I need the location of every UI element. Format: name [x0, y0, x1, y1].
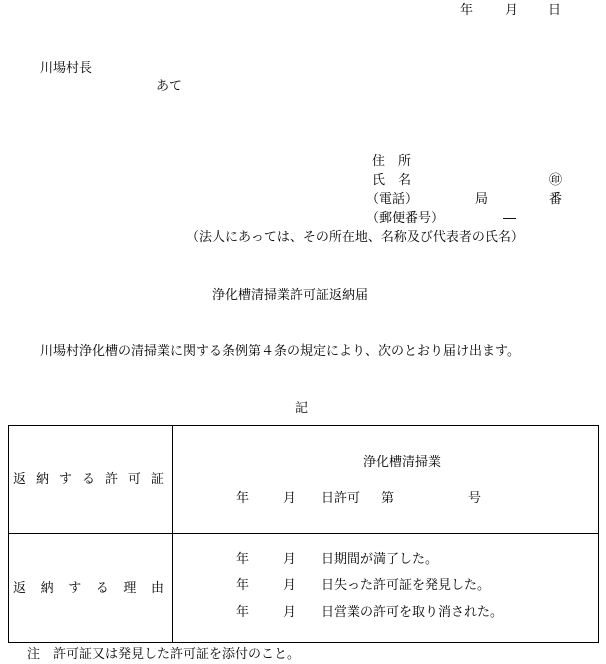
table-row-reason [9, 534, 599, 643]
reason1-month: 月 [283, 552, 297, 567]
reason-label-char: る [95, 580, 109, 596]
reason-label-char: 由 [150, 580, 164, 596]
postal-dash: ― [503, 211, 516, 226]
reason-label-char: す [68, 580, 82, 596]
phone-label: （電話） [366, 192, 419, 207]
form-title: 浄化槽清掃業許可証返納届 [212, 288, 369, 303]
addressee-honorific: あて [156, 79, 183, 94]
permit-go: 号 [468, 491, 482, 506]
date-day: 日 [548, 3, 562, 18]
permit-dai: 第 [381, 491, 395, 506]
reason2-year: 年 [236, 578, 250, 593]
table-row-permit [9, 426, 599, 534]
reason3-month: 月 [283, 605, 297, 620]
permit-label-char: 許 [104, 472, 118, 487]
name-label: 氏 名 [372, 173, 412, 188]
reason1-text: 日期間が満了した。 [321, 552, 439, 567]
permit-month: 月 [283, 491, 297, 506]
address-label: 住 所 [372, 154, 412, 169]
permit-business: 浄化槽清掃業 [363, 455, 442, 470]
permit-day: 日許可 [321, 491, 361, 506]
reason2-month: 月 [283, 578, 297, 593]
postal-label: （郵便番号） [366, 211, 445, 226]
date-line [0, 4, 606, 18]
permit-label-char: る [81, 472, 95, 487]
reason-label [13, 582, 164, 595]
reason-label-char: 納 [40, 580, 54, 596]
permit-value-cell [173, 426, 599, 534]
permit-label-char: 可 [127, 472, 141, 487]
phone-number: 番 [549, 192, 563, 207]
body-text: 川場村浄化槽の清掃業に関する条例第４条の規定により、次のとおり届け出ます。 [40, 344, 520, 359]
permit-label-char: 納 [35, 472, 49, 487]
ki-mark: 記 [295, 401, 309, 416]
permit-label-char: す [58, 472, 72, 487]
permit-label [13, 473, 164, 486]
permit-label-cell [9, 426, 173, 534]
reason3-year: 年 [236, 605, 250, 620]
addressee-name: 川場村長 [40, 61, 93, 76]
reason-label-char: 返 [13, 580, 27, 596]
permit-label-char: 返 [13, 472, 27, 487]
reason2-text: 日失った許可証を発見した。 [321, 578, 491, 593]
reason-value-cell [173, 534, 599, 643]
date-year: 年 [460, 3, 474, 18]
permit-label-char: 証 [150, 472, 164, 487]
permit-year: 年 [236, 491, 250, 506]
reason1-year: 年 [236, 552, 250, 567]
note: 注 許可証又は発見した許可証を添付のこと。 [27, 647, 301, 662]
phone-station: 局 [475, 192, 489, 207]
seal-mark: ㊞ [549, 173, 563, 188]
form-table [8, 425, 599, 643]
reason3-text: 日営業の許可を取り消された。 [321, 605, 504, 620]
corporate-note: （法人にあっては、その所在地、名称及び代表者の氏名） [186, 230, 524, 245]
date-month: 月 [505, 3, 519, 18]
reason-label-char: 理 [123, 580, 137, 596]
reason-label-cell [9, 534, 173, 643]
